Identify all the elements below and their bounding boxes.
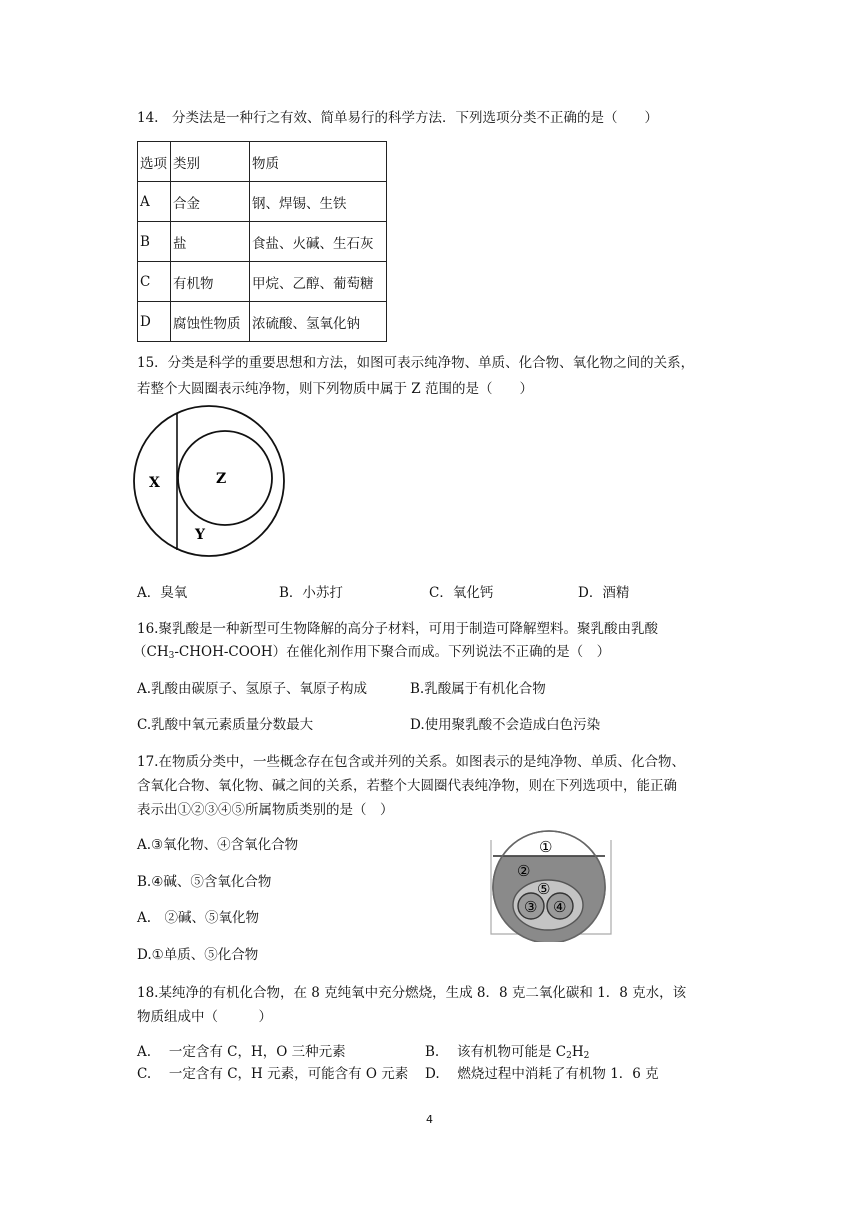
q17-option-d: D.①单质、⑤化合物 — [137, 947, 259, 963]
q17-stem-line2: 含氧化合物、氧化物、碱之间的关系，若整个大圆圈代表纯净物，则在下列选项中，能正确 — [137, 778, 677, 794]
q16-stem-line1: 16.聚乳酸是一种新型可生物降解的高分子材料，可用于制造可降解塑料。聚乳酸由乳酸 — [137, 621, 658, 637]
table-header-cell: 选项 — [138, 142, 171, 182]
classification-table — [137, 141, 387, 342]
table-cell: 食盐、火碱、生石灰 — [250, 222, 387, 262]
number-1: ① — [539, 838, 553, 856]
q16-option-b: B.乳酸属于有机化合物 — [410, 681, 546, 697]
label-z: Z — [216, 471, 227, 487]
number-3: ③ — [524, 898, 538, 916]
q17-option-a: A.③氧化物、④含氧化合物 — [137, 837, 299, 853]
table-cell: 盐 — [171, 222, 250, 262]
q18-option-c: C. 一定含有 C，H 元素，可能含有 O 元素 — [137, 1066, 409, 1082]
q16-formula-subscript: 3 — [168, 651, 175, 661]
table-cell: A — [138, 182, 171, 222]
q18-option-b-text: B. 该有机物可能是 C — [425, 1044, 567, 1060]
q15-venn-diagram — [130, 402, 290, 560]
q15-option-d: D．酒精 — [578, 585, 630, 601]
q17-nested-circle-diagram — [487, 830, 627, 942]
table-cell: 甲烷、乙醇、葡萄糖 — [250, 262, 387, 302]
q16-option-c: C.乳酸中氧元素质量分数最大 — [137, 717, 314, 733]
q18-option-a: A. 一定含有 C，H，O 三种元素 — [137, 1044, 346, 1060]
table-cell: 浓硫酸、氢氧化钠 — [250, 302, 387, 342]
q15-stem-line2: 若整个大圆圈表示纯净物，则下列物质中属于 Z 范围的是（ ） — [137, 381, 533, 397]
q17-option-b: B.④碱、⑤含氧化合物 — [137, 874, 272, 890]
table-cell: D — [138, 302, 171, 342]
q16-formula-rest: -CHOH-COOH）在催化剂作用下聚合而成。下列说法不正确的是（ ） — [174, 644, 611, 660]
q15-option-a: A．臭氧 — [137, 585, 188, 601]
q18-subscript: 2 — [583, 1051, 590, 1061]
table-header-cell: 类别 — [171, 142, 250, 182]
q15-stem-line1: 15．分类是科学的重要思想和方法，如图可表示纯净物、单质、化合物、氧化物之间的关系， — [137, 355, 695, 371]
table-cell: B — [138, 222, 171, 262]
q18-stem-line2: 物质组成中（ ） — [137, 1009, 272, 1025]
q18-stem-line1: 18.某纯净的有机化合物，在 8 克纯氧中充分燃烧，生成 8．8 克二氧化碳和 1．8 克水，该 — [137, 985, 687, 1001]
table-header-row — [138, 142, 387, 182]
q18-option-b-h: H — [571, 1044, 584, 1060]
number-5: ⑤ — [537, 880, 551, 898]
q16-option-a: A.乳酸由碳原子、氢原子、氧原子构成 — [137, 681, 368, 697]
table-cell: C — [138, 262, 171, 302]
q17-option-c: A. ②碱、⑤氧化物 — [137, 910, 260, 926]
q18-option-d: D. 燃烧过程中消耗了有机物 1．6 克 — [425, 1066, 659, 1082]
q14-stem: 14. 分类法是一种行之有效、简单易行的科学方法．下列选项分类不正确的是（ ） — [137, 110, 658, 126]
q18-option-b — [425, 1040, 589, 1061]
label-x: X — [149, 475, 160, 491]
q16-option-d: D.使用聚乳酸不会造成白色污染 — [410, 717, 601, 733]
table-row — [138, 262, 387, 302]
q17-stem-line3: 表示出①②③④⑤所属物质类别的是（ ） — [137, 802, 394, 818]
page-number: 4 — [426, 1113, 433, 1126]
table-row — [138, 222, 387, 262]
q15-option-c: C．氧化钙 — [429, 585, 494, 601]
table-row — [138, 182, 387, 222]
q18-subscript: 2 — [566, 1051, 572, 1061]
table-cell: 腐蚀性物质 — [171, 302, 250, 342]
table-row — [138, 302, 387, 342]
number-4: ④ — [553, 898, 567, 916]
q17-stem-line1: 17.在物质分类中，一些概念存在包含或并列的关系。如图表示的是纯净物、单质、化合物、 — [137, 754, 685, 770]
label-y: Y — [195, 527, 205, 543]
table-cell: 合金 — [171, 182, 250, 222]
q16-formula-prefix: （CH — [133, 644, 169, 660]
q15-option-b: B．小苏打 — [279, 585, 343, 601]
table-cell: 有机物 — [171, 262, 250, 302]
table-cell: 钢、焊锡、生铁 — [250, 182, 387, 222]
q16-stem-line2 — [133, 640, 610, 661]
table-header-cell: 物质 — [250, 142, 387, 182]
number-2: ② — [517, 862, 531, 880]
